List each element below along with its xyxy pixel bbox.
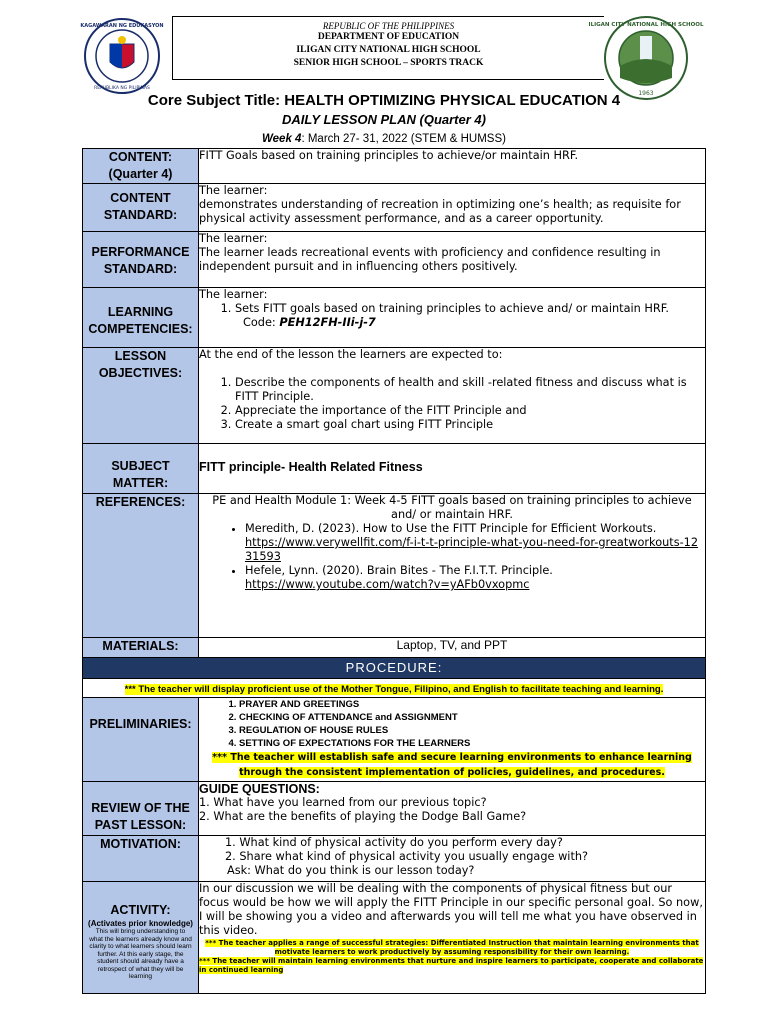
procedure-banner: PROCEDURE: [83,658,706,679]
preliminaries-row [83,698,706,782]
school-line: ILIGAN CITY NATIONAL HIGH SCHOOL [296,45,481,55]
preliminary-item: 3. REGULATION OF HOUSE RULES [239,724,705,737]
subject-matter-row [83,444,706,494]
preliminaries-note: *** The teacher will establish safe and secure learning environments to enhance learning through the consistent implementation of policies, guidelines, and procedures. [212,752,692,778]
subject-matter-value: FITT principle- Health Related Fitness [199,444,706,494]
svg-text:ILIGAN CITY NATIONAL HIGH SCHO: ILIGAN CITY NATIONAL HIGH SCHOOL [588,22,704,28]
preliminary-item: 4. SETTING OF EXPECTATIONS FOR THE LEARNERS [239,737,705,750]
content-standard-row [83,184,706,232]
preliminary-item: 1. PRAYER AND GREETINGS [239,698,705,711]
review-label: REVIEW OF THE PAST LESSON: [83,782,199,836]
content-standard-value: The learner: demonstrates understanding of recreation in optimizing one’s health; as requisite for physical activity assessment performance, and as a career opportunity. [199,184,706,232]
deped-seal-logo [80,18,164,94]
performance-standard-value: The learner: The learner leads recreational events with proficiency and confidence resulting in independent pursuit and in influencing others positively. [199,232,706,288]
track-line: SENIOR HIGH SCHOOL – SPORTS TRACK [293,58,484,68]
week-text: : March 27- 31, 2022 (STEM & HUMSS) [301,133,506,145]
materials-row [83,638,706,658]
preliminary-item: 2. CHECKING OF ATTENDANCE and ASSIGNMENT [239,711,705,724]
procedure-note-row [83,679,706,698]
competencies-row [83,288,706,348]
objective-item: 3. Create a smart goal chart using FITT Principle [235,418,705,432]
objective-item: 2. Appreciate the importance of the FITT Principle and [235,404,705,418]
activity-note: *** The teacher will maintain learning environments that nurture and inspire learners to participate, cooperate and collaborate in continued learning [199,957,704,974]
republic-line: REPUBLIC OF THE PHILIPPINES [322,21,455,31]
competencies-label: LEARNING COMPETENCIES: [83,288,199,348]
svg-text:REPUBLIKA NG PILIPINAS: REPUBLIKA NG PILIPINAS [94,86,150,91]
references-row [83,494,706,638]
week-line [0,133,768,145]
objectives-value: At the end of the lesson the learners are expected to: 1. Describe the components of health and skill -related fitness and discuss what is FITT Principle. 2. Appreciate the importance of the FITT Principle and 3. Create a smart goal chart using FITT Principle [199,348,706,444]
references-value: PE and Health Module 1: Week 4-5 FITT goals based on training principles to achieve and/ or maintain HRF. • Meredith, D. (2023). How to Use the FITT Principle for Efficient Workouts. https://www.verywellfit.com/f-i-t-t-principle-what-you-need-for-greatworkouts-1231593 • Hefele, Lynn. (2020). Brain Bites - The F.I.T.T. Principle. https://www.youtube.com/watch?v=yAFb0vxopmc [199,494,706,638]
activity-label: ACTIVITY: (Activates prior knowledge) This will bring understanding to what the learners already know and clarity to what learners should learn further. At this early stage, the student should already have a retrospect of what they will be learning [83,882,199,994]
competency-code: PEH12FH-IIi-j-7 [279,316,376,329]
procedure-note: *** The teacher will display proficient use of the Mother Tongue, Filipino, and English to facilitate teaching and learning. [83,679,706,698]
objectives-label: LESSON OBJECTIVES: [83,348,199,444]
svg-text:KAGAWARAN NG EDUKASYON: KAGAWARAN NG EDUKASYON [80,23,164,29]
content-label: CONTENT: (Quarter 4) [83,149,199,184]
subject-title: Core Subject Title: HEALTH OPTIMIZING PHYSICAL EDUCATION 4 [147,92,621,109]
reference-link[interactable]: https://www.youtube.com/watch?v=yAFb0vxopmc [245,578,530,591]
references-label: REFERENCES: [83,494,199,638]
reference-link[interactable]: https://www.verywellfit.com/f-i-t-t-principle-what-you-need-for-greatworkouts-1231593 [245,536,699,563]
content-row [83,149,706,184]
motivation-value: 1. What kind of physical activity do you perform every day? 2. Share what kind of physical activity you usually engage with? Ask: What do you think is our lesson today? [199,836,706,882]
week-label: Week 4 [262,133,302,145]
review-row [83,782,706,836]
competencies-value: The learner: 1. Sets FITT goals based on training principles to achieve and/ or maintain HRF. Code: PEH12FH-IIi-j-7 [199,288,706,348]
activity-row [83,882,706,994]
subject-matter-label: SUBJECT MATTER: [83,444,199,494]
performance-standard-row [83,232,706,288]
review-value: GUIDE QUESTIONS: 1. What have you learned from our previous topic? 2. What are the benefits of playing the Dodge Ball Game? [199,782,706,836]
motivation-label: MOTIVATION: [83,836,199,882]
content-standard-label: CONTENT STANDARD: [83,184,199,232]
objective-item: 1. Describe the components of health and skill -related fitness and discuss what is FITT Principle. [235,376,705,404]
preliminaries-value [199,698,706,782]
lesson-plan-title: DAILY LESSON PLAN (Quarter 4) [282,112,486,127]
performance-standard-label: PERFORMANCE STANDARD: [83,232,199,288]
procedure-row [83,658,706,679]
objectives-row [83,348,706,444]
materials-value: Laptop, TV, and PPT [199,638,706,658]
svg-text:1963: 1963 [638,90,654,97]
school-seal-logo [588,16,704,100]
department-line: DEPARTMENT OF EDUCATION [317,32,460,42]
preliminaries-label: PRELIMINARIES: [83,698,199,782]
activity-value: In our discussion we will be dealing with the components of physical fitness but our focus would be how we will apply the FITT Principle in our specific personal goal. So now, I will be showing you a video and afterwards you will tell me what you have observed in this video. *** The teacher applies a range of successful strategies: Differentiated Instruction that maintain learning environments that motivate learners to work productively by assuming responsibility for their own learning. *** The teacher will maintain learning environments that nurture and inspire learners to participate, cooperate and collaborate in continued learning [199,882,706,994]
school-header [172,16,604,80]
activity-note: *** The teacher applies a range of successful strategies: Differentiated Instruction that maintain learning environments that motivate learners to work productively by assuming responsibility for their own learning. [205,939,699,956]
lesson-plan-table [82,148,706,994]
content-value: FITT Goals based on training principles to achieve/or maintain HRF. [199,149,706,184]
motivation-row [83,836,706,882]
materials-label: MATERIALS: [83,638,199,658]
